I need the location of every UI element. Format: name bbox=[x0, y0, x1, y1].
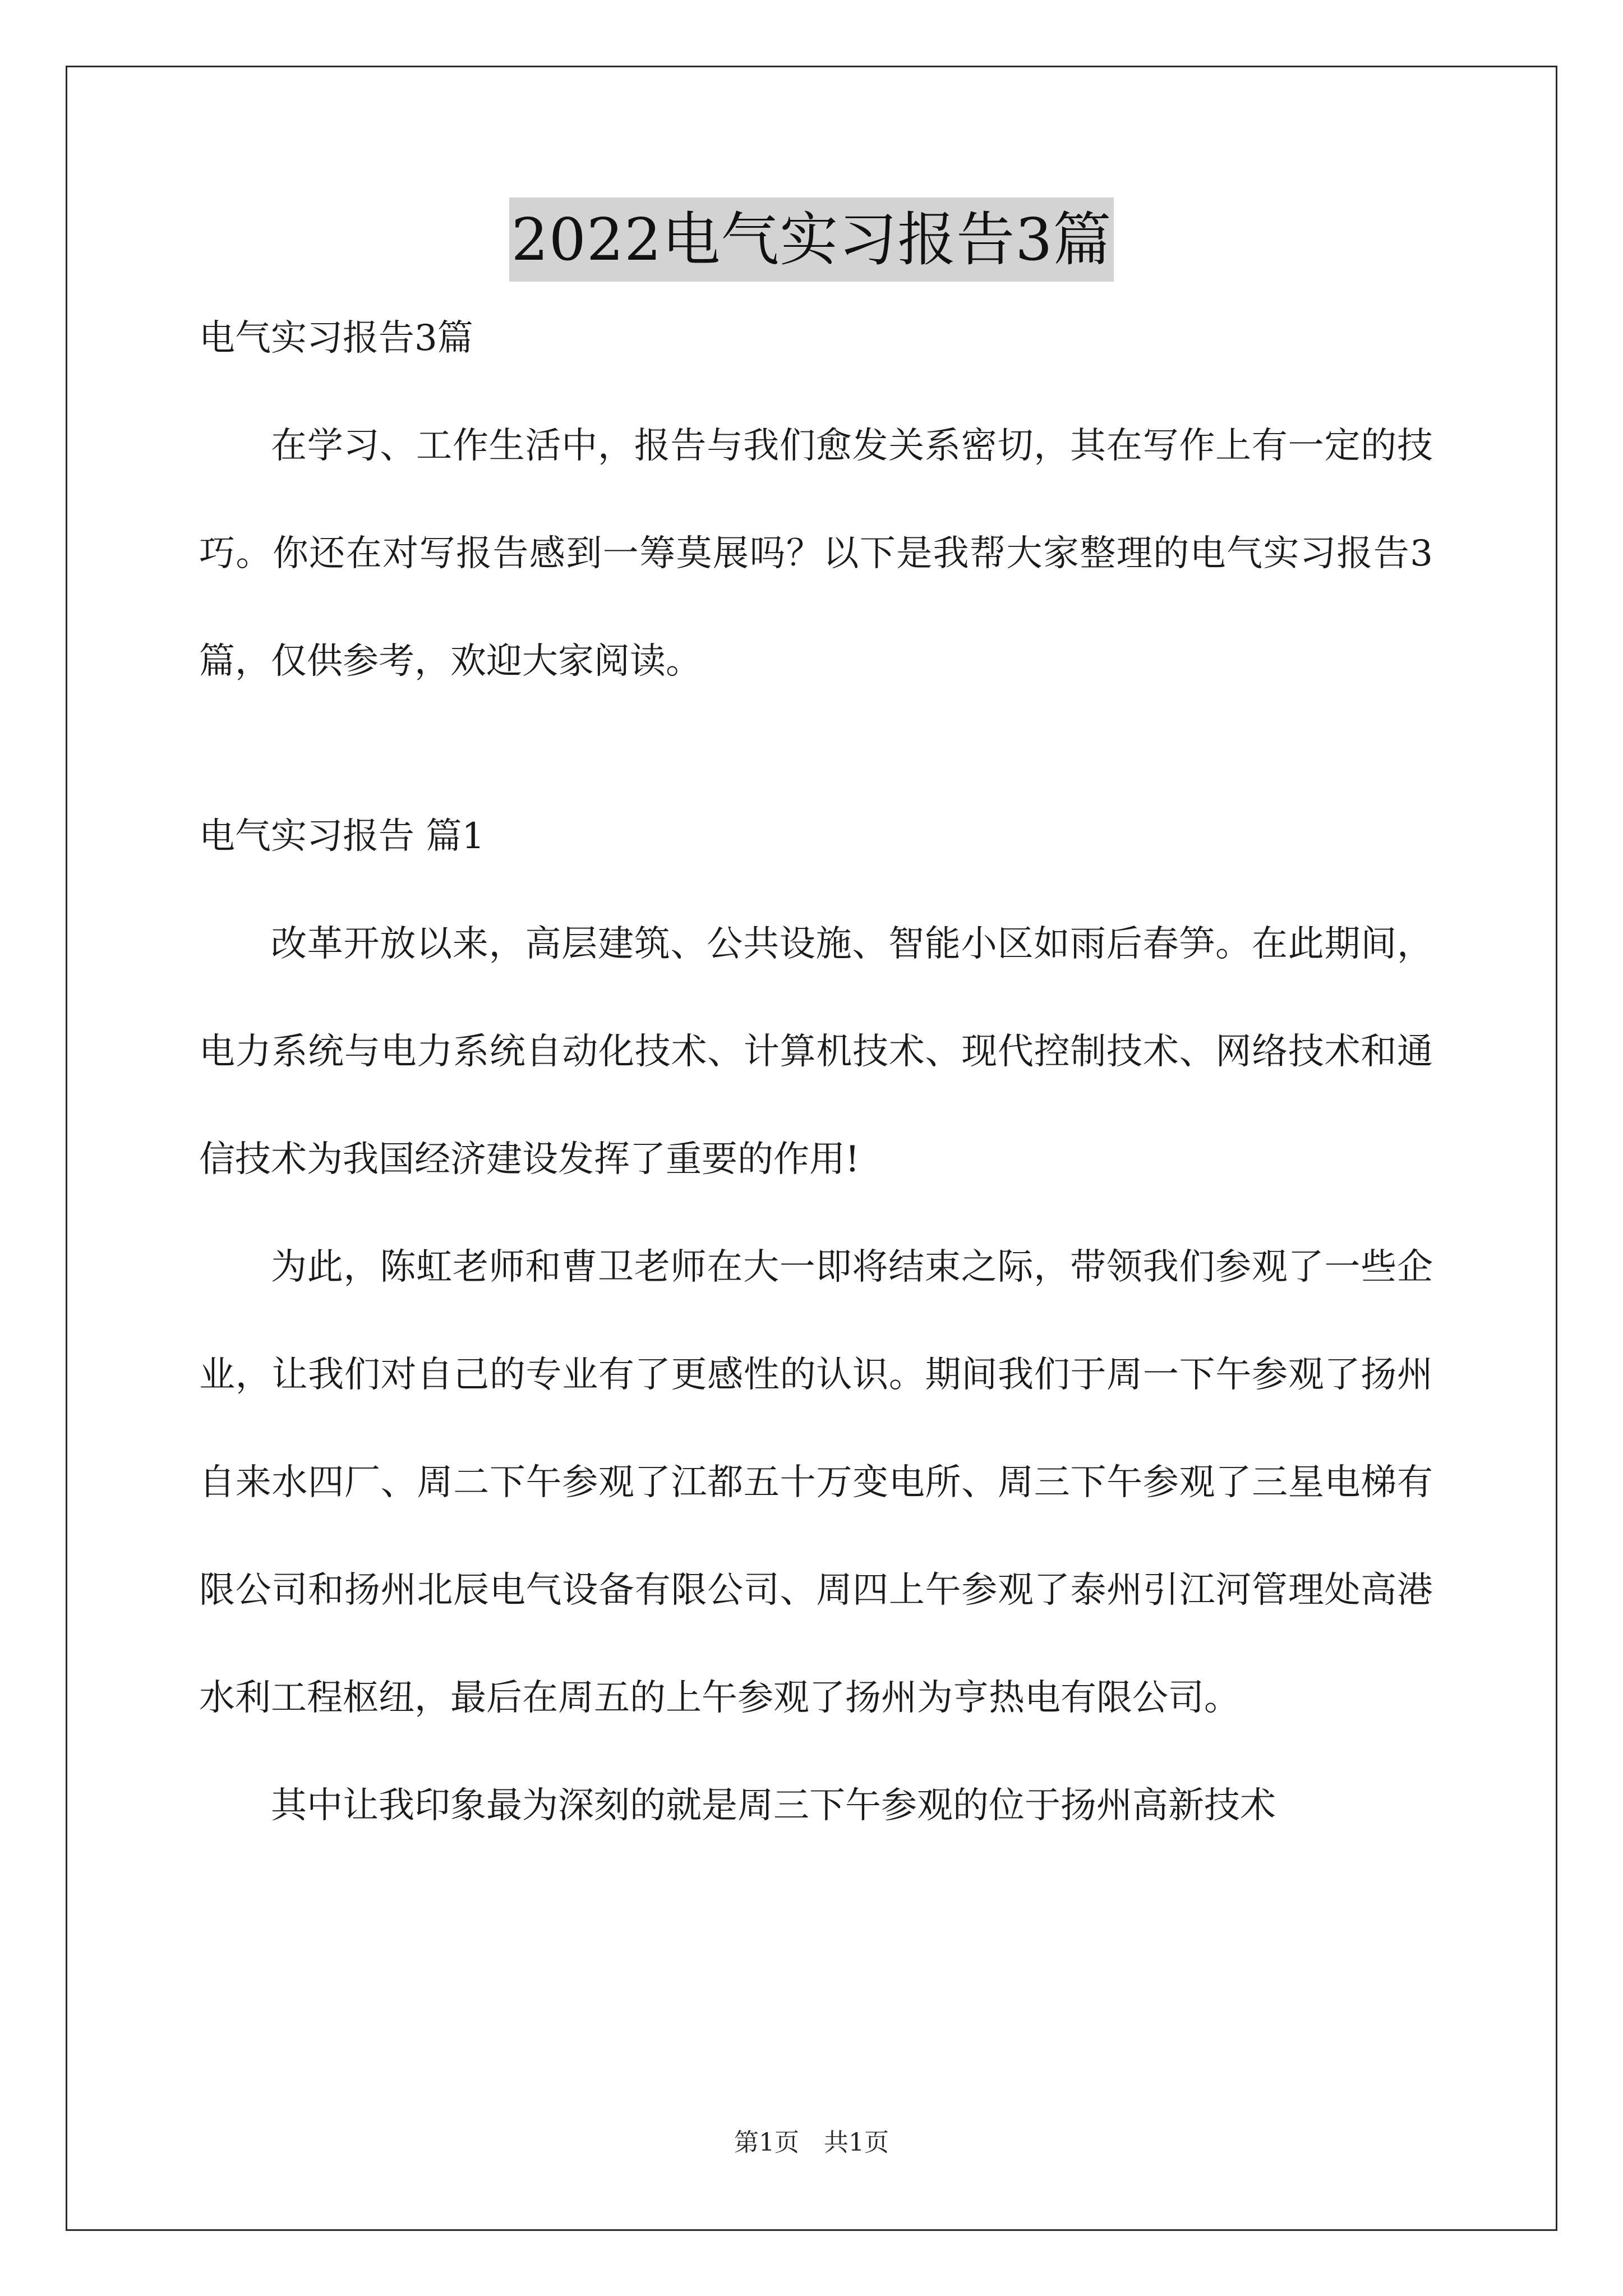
intro-paragraph: 在学习、工作生活中，报告与我们愈发关系密切，其在写作上有一定的技巧。你还在对写报告感到一筹莫展吗？以下是我帮大家整理的电气实习报告3篇，仅供参考，欢迎大家阅读。 bbox=[199, 425, 1433, 682]
document-title: 2022电气实习报告3篇 bbox=[509, 197, 1114, 282]
section-heading: 电气实习报告 篇1 bbox=[199, 816, 485, 857]
spacer bbox=[199, 863, 1433, 890]
body-paragraph: 改革开放以来，高层建筑、公共设施、智能小区如雨后春笋。在此期间，电力系统与电力系统自动化技术、计算机技术、现代控制技术、网络技术和通信技术为我国经济建设发挥了重要的作用! bbox=[199, 923, 1433, 1180]
page-footer: 第1页 共1页 bbox=[734, 2128, 889, 2157]
document-body bbox=[199, 311, 1433, 1860]
document-subtitle: 电气实习报告3篇 bbox=[199, 318, 473, 359]
title-wrapper bbox=[0, 197, 1623, 282]
spacer bbox=[199, 365, 1433, 392]
body-paragraph: 为此，陈虹老师和曹卫老师在大一即将结束之际，带领我们参观了一些企业，让我们对自己的专业有了更感性的认识。期间我们于周一下午参观了扬州自来水四厂、周二下午参观了江都五十万变电所、周三下午参观了三星电梯有限公司和扬州北辰电气设备有限公司、周四上午参观了泰州引江河管理处高港水利工程枢纽，最后在周五的上午参观了扬州为亨热电有限公司。 bbox=[199, 1246, 1433, 1719]
spacer bbox=[199, 715, 1433, 809]
body-paragraph: 其中让我印象最为深刻的就是周三下午参观的位于扬州高新技术 bbox=[271, 1785, 1276, 1826]
